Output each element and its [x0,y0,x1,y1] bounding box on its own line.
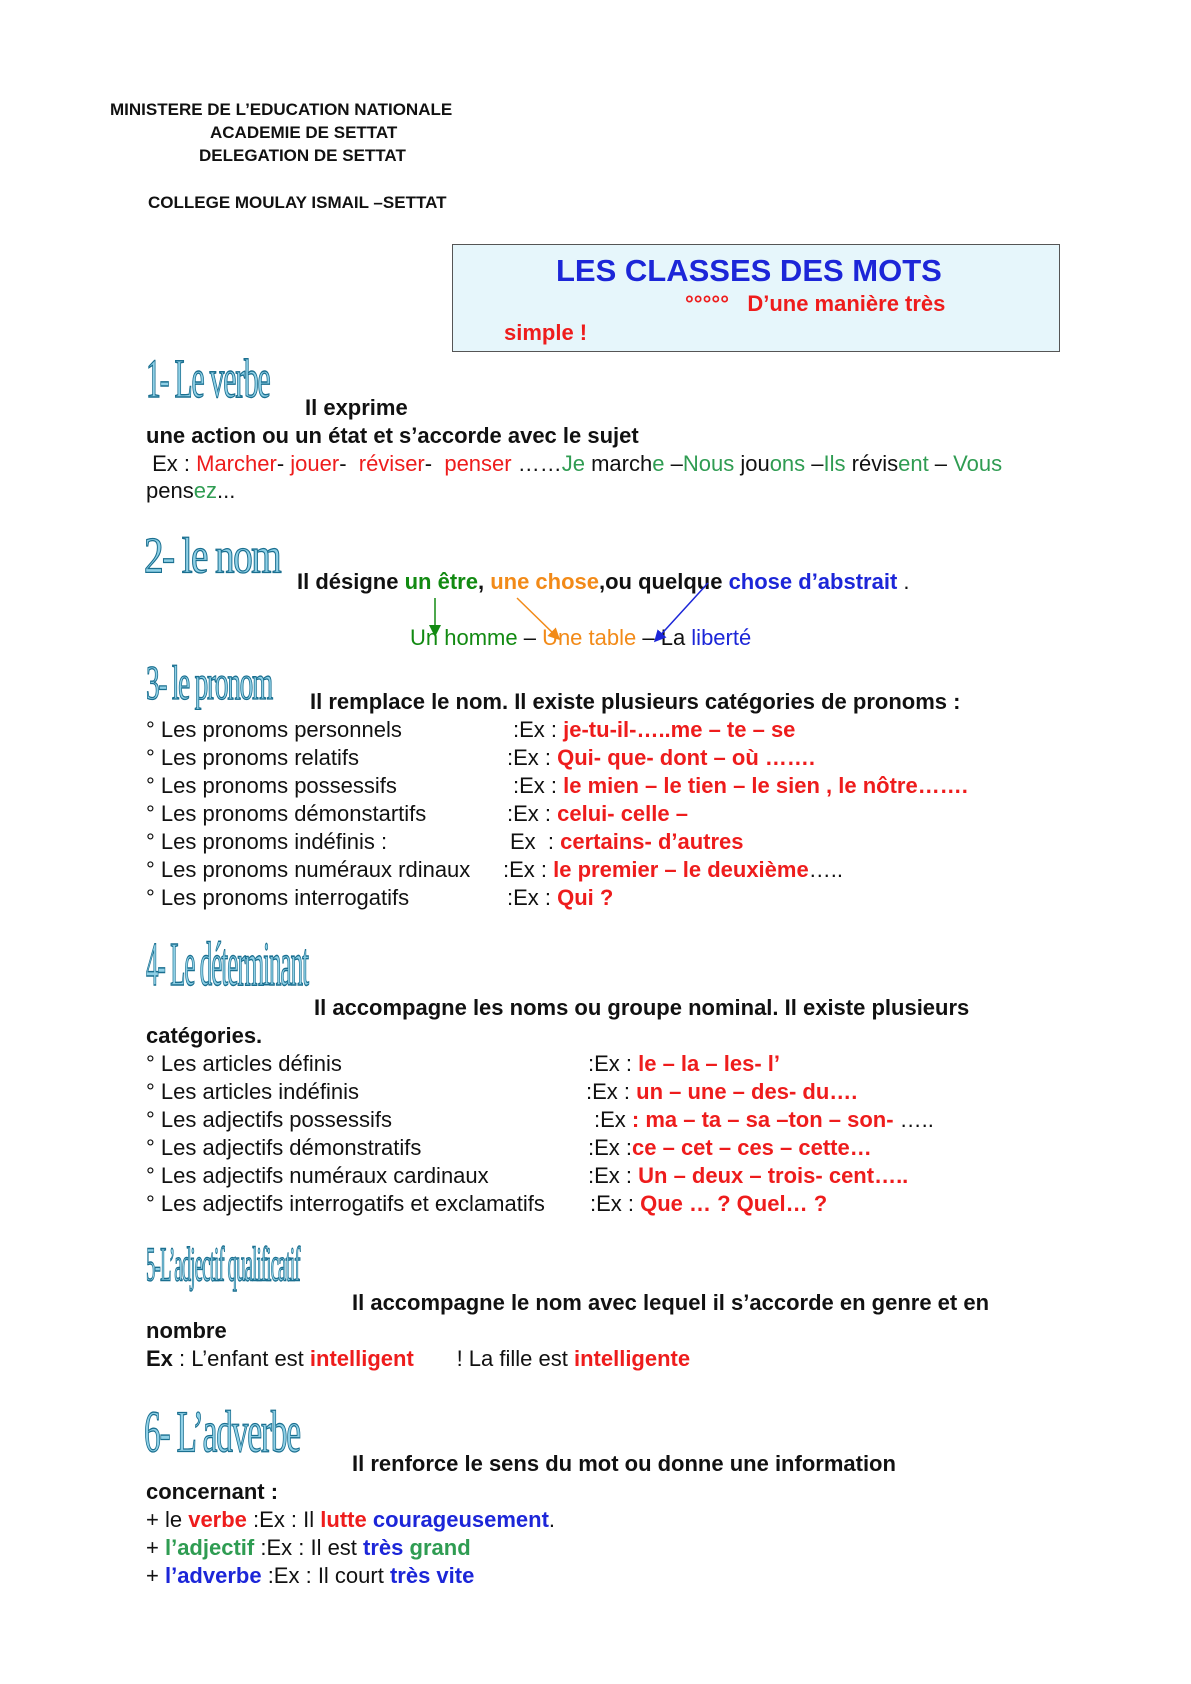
example-row [146,716,1096,744]
ex-tail: ….. [893,1107,934,1132]
dots: ... [216,478,236,503]
adjectif-def-2: nombre [146,1318,227,1343]
text: . [897,569,910,594]
ex-value: Que … ? Quel… ? [640,1191,828,1216]
nom-chose: une chose [490,569,599,594]
ex-value: certains- d’autres [560,829,744,854]
college-line: COLLEGE MOULAY ISMAIL –SETTAT [148,193,447,212]
ex-label: :Ex : [513,717,564,742]
example-row [146,1078,1096,1106]
row-label: ° Les pronoms possessifs [146,773,397,798]
ending: ent [898,451,929,476]
row-label: ° Les pronoms interrogatifs [146,885,410,910]
ex-label: :Ex : [590,1191,641,1216]
ex-label: :Ex [594,1107,632,1132]
academy-line: ACADEMIE DE SETTAT [210,123,398,142]
ex-value: le – la – les- l’ [638,1051,780,1076]
verbe-def-1: Il exprime [305,395,408,420]
wordart-pronom: 3- le pronom [146,656,273,710]
verbe-ex-marcher: Marcher [196,451,277,476]
nom-etre: un être [404,569,478,594]
ex-value: un – une – des- du…. [636,1079,858,1104]
adverbe-adverbe: l’adverbe [164,1563,262,1588]
ex-label: Ex [146,1346,173,1371]
ex-label: :Ex : [588,1051,639,1076]
determinant-def-2: catégories. [146,1023,263,1048]
text: – La [636,625,692,650]
stem: jou [734,451,770,476]
row-label: ° Les pronoms personnels [146,717,402,742]
title-subtitle-line1: °°°°° D’une manière très [685,291,946,316]
row-label: ° Les adjectifs interrogatifs et exclamatifs [146,1191,545,1216]
ex-label: :Ex : [586,1079,637,1104]
ex-value: Qui- que- dont – où ……. [557,745,815,770]
adjectif-def-1: Il accompagne le nom avec lequel il s’accorde en genre et en [352,1290,990,1315]
adverbe-def-2: concernant : [146,1479,279,1504]
row-label: ° Les pronoms numéraux rdinaux [146,857,471,882]
dash: – [664,451,683,476]
ending: ons [769,451,806,476]
pronoun-nous: Nous [682,451,735,476]
text: + le [146,1507,189,1532]
adverbe-lutte: lutte [320,1507,367,1532]
ex-label: :Ex : [507,745,558,770]
row-example [586,1078,857,1106]
nom-ex-table: Une table [542,625,637,650]
arrow-abstrait [656,583,708,640]
row-example [503,856,843,884]
adverbe-verbe: verbe [188,1507,247,1532]
stem: march [584,451,653,476]
example-row [146,884,1096,912]
nom-arrows [0,0,1191,700]
row-example [513,772,968,800]
adverbe-line-verbe [146,1506,555,1534]
adverbe-courageusement: courageusement [372,1507,549,1532]
verbe-def-2: une action ou un état et s’accorde avec le sujet [146,423,639,448]
ex-value: : ma – ta – sa –ton – son- [631,1107,894,1132]
wordart-adverbe: 6- L’adverbe [144,1398,300,1465]
row-label: ° Les adjectifs possessifs [146,1107,393,1132]
pronoun-je: Je [561,451,585,476]
text: – [517,625,543,650]
example-row [146,1050,1096,1078]
row-example [507,744,815,772]
title-subtitle-line2: simple ! [504,320,588,345]
ex-tail: ….. [808,857,843,882]
adverbe-grand: grand [409,1535,471,1560]
row-example [510,828,744,856]
nom-ex-homme: Un homme [410,625,518,650]
pronom-def: Il remplace le nom. Il existe plusieurs catégories de pronoms : [310,689,961,714]
ex-value: celui- celle – [557,801,688,826]
text: + [146,1535,165,1560]
verbe-ex-prefix: Ex : [146,451,197,476]
ex-label: :Ex : [588,1163,639,1188]
example-row [146,744,1096,772]
row-example [588,1134,872,1162]
adverbe-adjectif: l’adjectif [164,1535,255,1560]
example-row [146,1134,1096,1162]
row-label: ° Les pronoms indéfinis : [146,829,388,854]
ex-value: le premier – le deuxième [553,857,809,882]
pronoun-ils: Ils [823,451,846,476]
sep: - [276,451,291,476]
dash: – [805,451,824,476]
nom-ex-liberte: liberté [691,625,752,650]
ex-value: je-tu-il-…..me – te – se [563,717,796,742]
ex-label: :Ex : [513,773,564,798]
example-row [146,1190,1096,1218]
row-example [594,1106,934,1134]
row-label: ° Les articles définis [146,1051,342,1076]
example-row [146,1106,1096,1134]
stem: pens [146,478,194,503]
example-row [146,856,1096,884]
text: Il désigne [297,569,405,594]
verbe-ex-penser: penser [444,451,512,476]
adverbe-line-adjectif [146,1534,471,1562]
row-label: ° Les pronoms relatifs [146,745,359,770]
adjectif-intelligent: intelligent [309,1346,414,1371]
ex-label: Ex : [510,829,561,854]
ex-value: Qui ? [557,885,614,910]
row-example [507,800,688,828]
nom-abstrait: chose d’abstrait [728,569,898,594]
ex-label: :Ex : [588,1135,633,1160]
adjectif-example [146,1345,690,1373]
wordart-determinant: 4- Le déterminant [146,928,309,999]
wordart-verbe: 1- Le verbe [146,348,270,410]
example-row [146,772,1096,800]
text: ! La fille est [413,1346,574,1371]
adjectif-intelligente: intelligente [573,1346,691,1371]
text: :Ex : Il court [261,1563,390,1588]
adverbe-tres-vite: très vite [389,1563,475,1588]
text: . [548,1507,556,1532]
adverbe-tres: très [363,1535,404,1560]
ex-value: ce – cet – ces – cette… [632,1135,872,1160]
text: , [477,569,491,594]
ending: ez [193,478,217,503]
ex-label: :Ex : [507,885,558,910]
verbe-ex-jouer: jouer [290,451,340,476]
row-label: ° Les adjectifs numéraux cardinaux [146,1163,489,1188]
row-example [513,716,795,744]
ex-label: :Ex : [507,801,558,826]
sep: - [339,451,359,476]
page-title: LES CLASSES DES MOTS [556,253,942,288]
adverbe-def-1: Il renforce le sens du mot ou donne une information [352,1451,896,1476]
ex-value: Un – deux – trois- cent….. [638,1163,909,1188]
row-example [590,1190,827,1218]
row-example [588,1050,780,1078]
arrow-chose [517,598,558,638]
dash: – [928,451,954,476]
row-example [588,1162,908,1190]
ex-label: :Ex : [503,857,554,882]
sep: - [424,451,445,476]
text: + [146,1563,165,1588]
dots: …… [511,451,562,476]
determinant-def-1: Il accompagne les noms ou groupe nominal. Il existe plusieurs [314,995,970,1020]
text: :Ex : Il [246,1507,321,1532]
pronoun-vous: Vous [953,451,1003,476]
row-label: ° Les pronoms démonstartifs [146,801,427,826]
ending: e [652,451,665,476]
ex-value: le mien – le tien – le sien , le nôtre……. [563,773,968,798]
text: :Ex : Il est [254,1535,364,1560]
example-row [146,800,1096,828]
text: ,ou quelque [599,569,729,594]
row-example [507,884,613,912]
adverbe-line-adverbe [146,1562,474,1590]
row-label: ° Les articles indéfinis [146,1079,360,1104]
example-row [146,1162,1096,1190]
row-label: ° Les adjectifs démonstratifs [146,1135,422,1160]
verbe-ex-reviser: réviser [358,451,425,476]
ministry-line: MINISTERE DE L’EDUCATION NATIONALE [110,100,453,119]
delegation-line: DELEGATION DE SETTAT [199,146,406,165]
text: : L’enfant est [172,1346,310,1371]
wordart-adjectif: 5-L’adjectif qualificatif [146,1238,300,1292]
example-row [146,828,1096,856]
stem: révis [845,451,899,476]
wordart-nom: 2- le nom [144,528,281,584]
